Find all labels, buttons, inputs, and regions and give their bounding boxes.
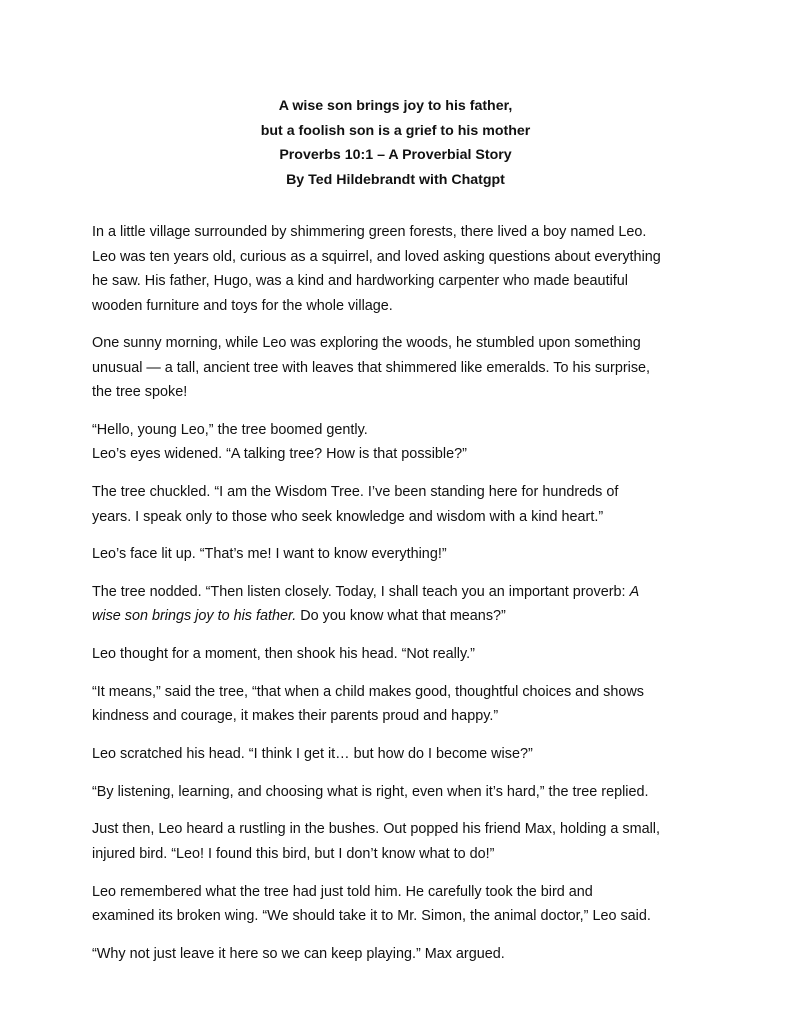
- text-line: unusual — a tall, ancient tree with leaves that shimmered like emeralds. To his surprise,: [92, 359, 651, 376]
- text-line: One sunny morning, while Leo was exploring the woods, he stumbled upon something: [92, 335, 641, 352]
- text-line: Leo remembered what the tree had just told him. He carefully took the bird and: [92, 883, 593, 900]
- text-line: kindness and courage, it makes their parents proud and happy.”: [92, 708, 499, 725]
- text-line: [92, 580, 732, 605]
- paragraph: [92, 680, 732, 729]
- story-title: [0, 94, 791, 192]
- paragraph: [92, 542, 732, 567]
- text-line: “It means,” said the tree, “that when a child makes good, thoughtful choices and shows: [92, 683, 644, 700]
- paragraph: [92, 817, 732, 866]
- text-line: Leo’s eyes widened. “A talking tree? How is that possible?”: [92, 446, 467, 463]
- paragraph: [92, 780, 732, 805]
- text-line: he saw. His father, Hugo, was a kind and hardworking carpenter who made beautiful: [92, 273, 628, 289]
- text-line: Just then, Leo heard a rustling in the bushes. Out popped his friend Max, holding a small,: [92, 821, 660, 838]
- title-line: but a foolish son is a grief to his mother: [260, 122, 531, 139]
- paragraph: [92, 480, 732, 529]
- proverb-italic: wise son brings joy to his father.: [92, 608, 297, 625]
- story-body: [92, 220, 732, 979]
- text-line: “Hello, young Leo,” the tree boomed gently.: [92, 421, 368, 438]
- text-line: injured bird. “Leo! I found this bird, but I don’t know what to do!”: [92, 845, 495, 862]
- text-segment: The tree nodded. “Then listen closely. Today, I shall teach you an important proverb:: [92, 583, 626, 600]
- paragraph: [92, 418, 732, 467]
- text-line: Leo scratched his head. “I think I get it… but how do I become wise?”: [92, 746, 533, 762]
- title-line: A wise son brings joy to his father,: [278, 98, 513, 114]
- text-line: the tree spoke!: [92, 384, 188, 401]
- text-line: Leo was ten years old, curious as a squirrel, and loved asking questions about everything: [92, 248, 661, 265]
- paragraph: [92, 942, 732, 967]
- paragraph: [92, 742, 732, 767]
- paragraph: [92, 220, 732, 318]
- text-line: years. I speak only to those who seek knowledge and wisdom with a kind heart.”: [92, 508, 604, 525]
- text-line: Leo’s face lit up. “That’s me! I want to know everything!”: [92, 546, 447, 563]
- text-line: [92, 604, 732, 629]
- paragraph: [92, 642, 732, 667]
- proverb-italic: A: [629, 583, 640, 600]
- text-line: “Why not just leave it here so we can keep playing.” Max argued.: [92, 945, 505, 962]
- title-line: By Ted Hildebrandt with Chatgpt: [286, 171, 505, 188]
- text-line: The tree chuckled. “I am the Wisdom Tree. I’ve been standing here for hundreds of: [92, 484, 619, 501]
- paragraph: [92, 331, 732, 405]
- paragraph: [92, 880, 732, 929]
- text-line: Leo thought for a moment, then shook his head. “Not really.”: [92, 646, 475, 663]
- text-line: examined its broken wing. “We should take it to Mr. Simon, the animal doctor,” Leo said.: [92, 908, 651, 925]
- text-line: “By listening, learning, and choosing what is right, even when it’s hard,” the tree replied.: [92, 783, 649, 800]
- text-line: In a little village surrounded by shimmering green forests, there lived a boy named Leo.: [92, 224, 647, 240]
- paragraph: [92, 580, 732, 629]
- title-line: Proverbs 10:1 – A Proverbial Story: [279, 147, 512, 164]
- text-segment: Do you know what that means?”: [296, 608, 506, 625]
- text-line: wooden furniture and toys for the whole village.: [92, 297, 393, 314]
